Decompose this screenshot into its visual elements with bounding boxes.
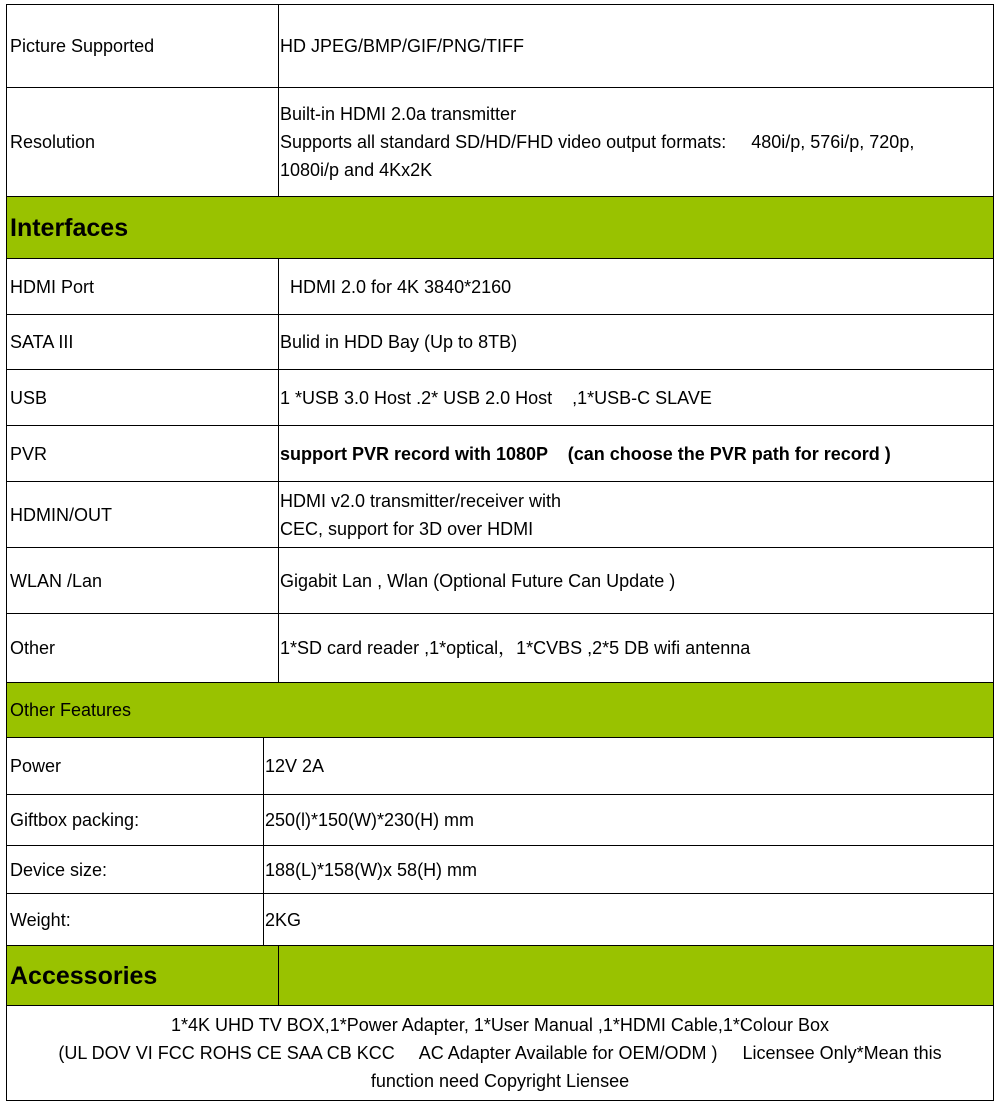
label-pvr: PVR bbox=[10, 443, 48, 464]
label-hdmi-port: HDMI Port bbox=[10, 276, 95, 297]
accessories-text bbox=[7, 1006, 993, 1100]
value-other: 1*SD card reader ,1*optical，1*CVBS ,2*5 DB wifi antenna bbox=[278, 614, 993, 682]
label-usb: USB bbox=[10, 387, 48, 408]
table-row-usb bbox=[6, 369, 994, 425]
label-weight: Weight: bbox=[10, 909, 71, 930]
section-heading-interfaces: Interfaces bbox=[10, 213, 129, 242]
table-row-picture bbox=[6, 4, 994, 87]
value-weight: 2KG bbox=[263, 894, 993, 945]
section-other-features bbox=[6, 682, 994, 737]
section-interfaces bbox=[6, 196, 994, 258]
label-resolution: Resolution bbox=[10, 132, 96, 152]
label-device-size: Device size: bbox=[10, 859, 108, 880]
value-wlan: Gigabit Lan , Wlan (Optional Future Can Update ) bbox=[278, 548, 993, 613]
value-power: 12V 2A bbox=[263, 738, 993, 794]
accessories-line-1: 1*4K UHD TV BOX,1*Power Adapter, 1*User Manual ,1*HDMI Cable,1*Colour Box bbox=[171, 1015, 829, 1035]
section-heading-other-features: Other Features bbox=[10, 700, 132, 720]
usb-text: 1 *USB 3.0 Host .2* USB 2.0 Host ,1*USB-C SLAVE bbox=[280, 387, 712, 408]
resolution-line-3: 1080i/p and 4Kx2K bbox=[280, 160, 433, 180]
table-row-power bbox=[6, 737, 994, 794]
label-wlan: WLAN /Lan bbox=[10, 570, 103, 591]
table-row-hdmin-out bbox=[6, 481, 994, 547]
accessories-line-2: (UL DOV VI FCC ROHS CE SAA CB KCC AC Adapter Available for OEM/ODM ) Licensee Only*Mean this bbox=[58, 1043, 942, 1063]
section-accessories bbox=[6, 945, 994, 1005]
label-other: Other bbox=[10, 638, 56, 658]
hdmin-out-line-2: CEC, support for 3D over HDMI bbox=[280, 518, 534, 539]
resolution-line-2: Supports all standard SD/HD/FHD video output formats: 480i/p, 576i/p, 720p, bbox=[280, 132, 915, 152]
value-hdmi-port bbox=[278, 259, 993, 314]
hdmi-port-text: HDMI 2.0 for 4K 3840*2160 bbox=[280, 276, 512, 297]
label-power: Power bbox=[10, 756, 62, 776]
table-row-resolution bbox=[6, 87, 994, 196]
value-giftbox: 250(l)*150(W)*230(H) mm bbox=[263, 795, 993, 845]
pvr-text: support PVR record with 1080P (can choose the PVR path for record ) bbox=[280, 443, 891, 464]
label-hdmin-out: HDMIN/OUT bbox=[10, 504, 112, 525]
table-row-wlan bbox=[6, 547, 994, 613]
table-row-weight bbox=[6, 893, 994, 945]
value-picture: HD JPEG/BMP/GIF/PNG/TIFF bbox=[278, 5, 993, 87]
value-resolution bbox=[278, 88, 993, 196]
value-hdmin-out bbox=[278, 482, 993, 547]
value-pvr bbox=[278, 426, 993, 481]
value-device-size: 188(L)*158(W)x 58(H) mm bbox=[263, 846, 993, 893]
label-picture: Picture Supported bbox=[10, 36, 155, 56]
hdmin-out-line-1: HDMI v2.0 transmitter/receiver with bbox=[280, 490, 562, 511]
accessories-line-3: function need Copyright Liensee bbox=[370, 1071, 630, 1091]
resolution-line-1: Built-in HDMI 2.0a transmitter bbox=[280, 104, 517, 124]
table-row-pvr bbox=[6, 425, 994, 481]
table-row-sata bbox=[6, 314, 994, 369]
value-sata: Bulid in HDD Bay (Up to 8TB) bbox=[278, 315, 993, 369]
label-giftbox: Giftbox packing: bbox=[10, 810, 140, 830]
table-row-giftbox bbox=[6, 794, 994, 845]
accessories-heading-empty-cell bbox=[278, 946, 993, 1005]
value-usb bbox=[278, 370, 993, 425]
label-sata: SATA III bbox=[10, 332, 74, 352]
table-row-hdmi-port bbox=[6, 258, 994, 314]
section-heading-accessories: Accessories bbox=[10, 961, 158, 990]
table-row-accessories bbox=[6, 1005, 994, 1101]
table-row-device-size bbox=[6, 845, 994, 893]
table-row-other bbox=[6, 613, 994, 682]
